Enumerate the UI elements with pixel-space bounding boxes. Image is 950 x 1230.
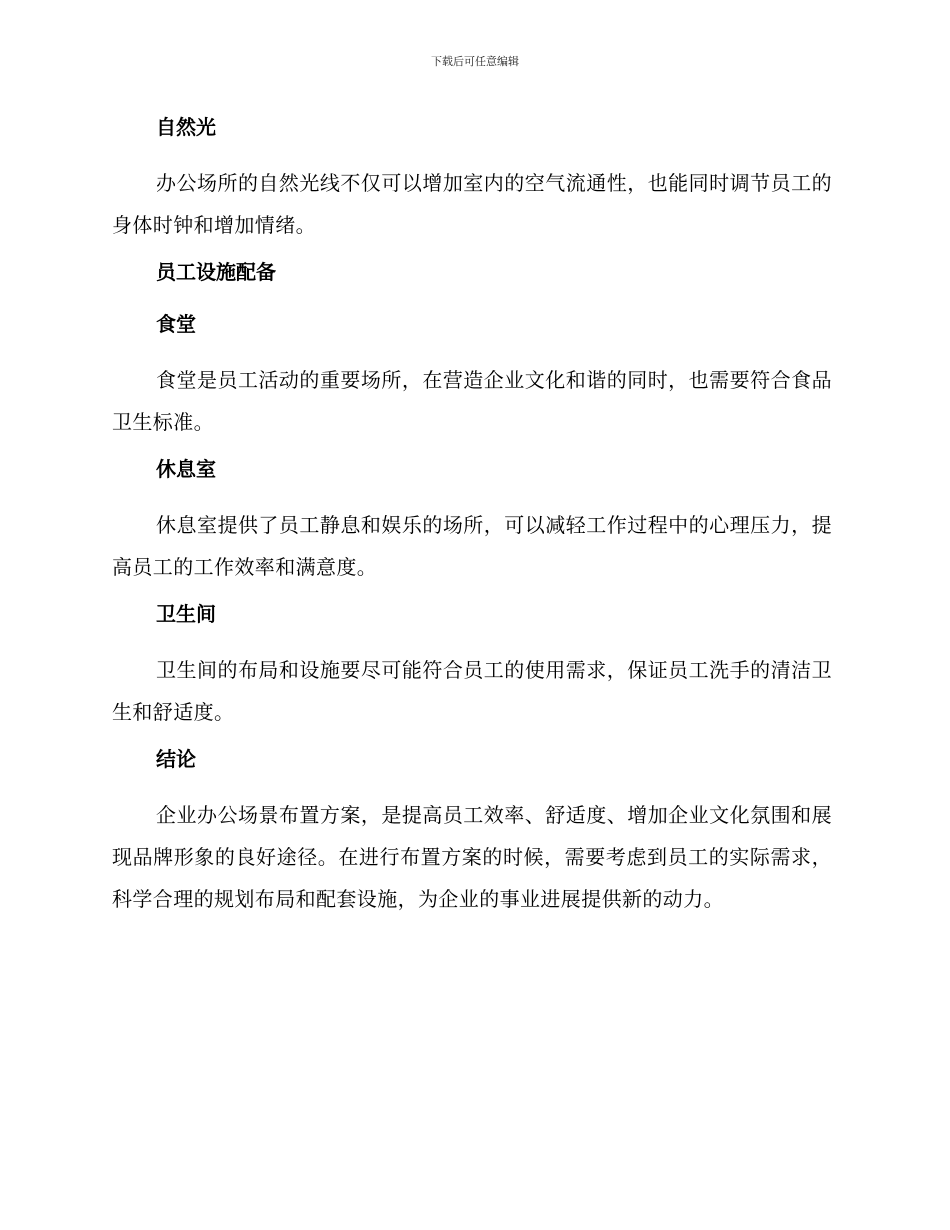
document-body [112, 110, 832, 929]
section-heading-canteen: 食堂 [156, 312, 196, 336]
section-paragraph-natural-light: 办公场所的自然光线不仅可以增加室内的空气流通性，也能同时调节员工的身体时钟和增加情绪。 [112, 171, 832, 237]
page-header: 下载后可任意编辑 [431, 55, 519, 68]
section-paragraph-canteen: 食堂是员工活动的重要场所，在营造企业文化和谐的同时，也需要符合食品卫生标准。 [112, 368, 832, 434]
section-heading-natural-light: 自然光 [156, 115, 216, 139]
section-paragraph-restroom: 卫生间的布局和设施要尽可能符合员工的使用需求，保证员工洗手的清洁卫生和舒适度。 [112, 658, 832, 724]
section-paragraph-conclusion: 企业办公场景布置方案，是提高员工效率、舒适度、增加企业文化氛围和展现品牌形象的良好途径。在进行布置方案的时候，需要考虑到员工的实际需求，科学合理的规划布局和配套设施，为企业的事业进展提供新的动力。 [112, 803, 832, 911]
section-heading-conclusion: 结论 [156, 747, 196, 771]
section-heading-restroom: 卫生间 [156, 602, 216, 626]
section-heading-staff-facilities: 员工设施配备 [156, 260, 276, 284]
section-paragraph-lounge: 休息室提供了员工静息和娱乐的场所，可以减轻工作过程中的心理压力，提高员工的工作效率和满意度。 [112, 513, 832, 579]
section-heading-lounge: 休息室 [156, 457, 216, 481]
